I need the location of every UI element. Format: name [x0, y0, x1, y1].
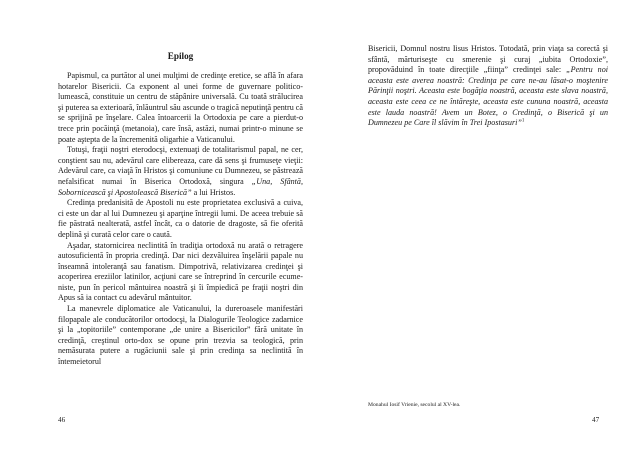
paragraph-1: Papismul, ca purtător al unei mulţimi de credinţe eretice, se află în afara hotarelor Bisericii. Ca exponent al unei forme de guvernare politico-lumească, constituie un centru de stăpânire universală. Cu toată strălucirea şi puterea sa exterioară, înlăuntrul său ascunde o tragică neputinţă pentru că se sprijină pe înşelare. Calea întoarcerii la Ortodoxia pe care a pierdut-o trece prin pocăinţă (metanoia), care însă, astăzi, numai printr-o minune se poate aştepta de la încremenită oligarhie a Vaticanului. [58, 71, 303, 144]
right-quote: „Pentru noi aceasta este averea noastră: Credinţa pe care ne-au lăsat-o moştenire Părinţii noştri. Aceasta este bogăţia noastră, aceasta este slava noastră, aceasta este ceea ce ne întăreşte, aceasta este cununa noastră, aceasta este lauda noastră! Avem un Botez, o Credinţă, o Biserică şi un Dumnezeu pe Care îl slăvim în Trei Ipostasuri” [368, 65, 608, 128]
page-number-left: 46 [58, 416, 66, 424]
left-page-body [58, 71, 303, 368]
right-page-body [368, 44, 608, 129]
right-intro: Bisericii, Domnul nostru Iisus Hristos. Totodată, prin viaţa sa corectă şi sfântă, mărturiseşte cu smerenie şi curaj „iubita Ortodoxie”, propovăduind în toate direcţiile „fiinţa” credinţei sale: [368, 44, 608, 75]
footnote: Monahul Iosif Vrienie, secolul al XV-lea. [368, 402, 461, 408]
page-number-right: 47 [592, 416, 600, 424]
chapter-title: Epilog [167, 51, 194, 61]
footnote-mark: 1 [521, 118, 525, 124]
paragraph-4: Aşadar, statornicirea neclintită în tradiţia ortodoxă nu arată o retragere autosuficientă în propria credinţă. Dar nici dezvăluirea înşelării papale nu înseamnă intoleranţă sau fanatism. Dimpotrivă, relativizarea credinţei şi acoperirea ereziilor latinilor, acţiuni care se întreprind în cercurile ecume-niste, pun în pericol mântuirea noastră şi îi împiedică pe fraţii noştri din Apus să ia contact cu adevărul mântuitor. [58, 240, 303, 303]
paragraph-3: Credinţa predanisită de Apostoli nu este proprietatea exclusivă a cuiva, ci este un dar al lui Dumnezeu şi aparţine întregii lumi. De aceea trebuie să fie păstrată nealterată, astfel încât, ca o datorie de dragoste, să fie oferită deplină şi curată celor care o caută. [58, 198, 303, 239]
paragraph-5: La manevrele diplomatice ale Vaticanului, la dureroasele manifestări filopapale ale conducătorilor ortodocşi, la Dialogurile Teologice zadarnice şi la „topitoriile” contemporane „de unire a Bisericilor” fără unitate în credinţă, creştinul orto-dox se opune prin trezvia sa teologică, prin nemăsurata putere a rugăciunii sale şi prin credinţa sa neclintită în întemeietorul [58, 304, 303, 367]
paragraph-2-text: Totuşi, fraţii noştri eterodocşi, extenuaţi de totalitarismul papal, ne cer, conştient sau nu, adevărul care elibereaza, care dă sens şi frumuseţe vieţii: Adevărul care, ca viaţă în Hristos şi comuniune cu Dumnezeu, se păstrează nefalsificat numai în Biserica Ortodoxă, singura [58, 145, 303, 186]
paragraph-2-tail: a lui Hristos. [191, 187, 236, 197]
paragraph-2 [58, 145, 303, 198]
paragraph-2-italic: „Una, Sfântă, Sobornicească şi Apostolească Biserică” [58, 176, 303, 197]
right-paragraph [368, 44, 608, 129]
